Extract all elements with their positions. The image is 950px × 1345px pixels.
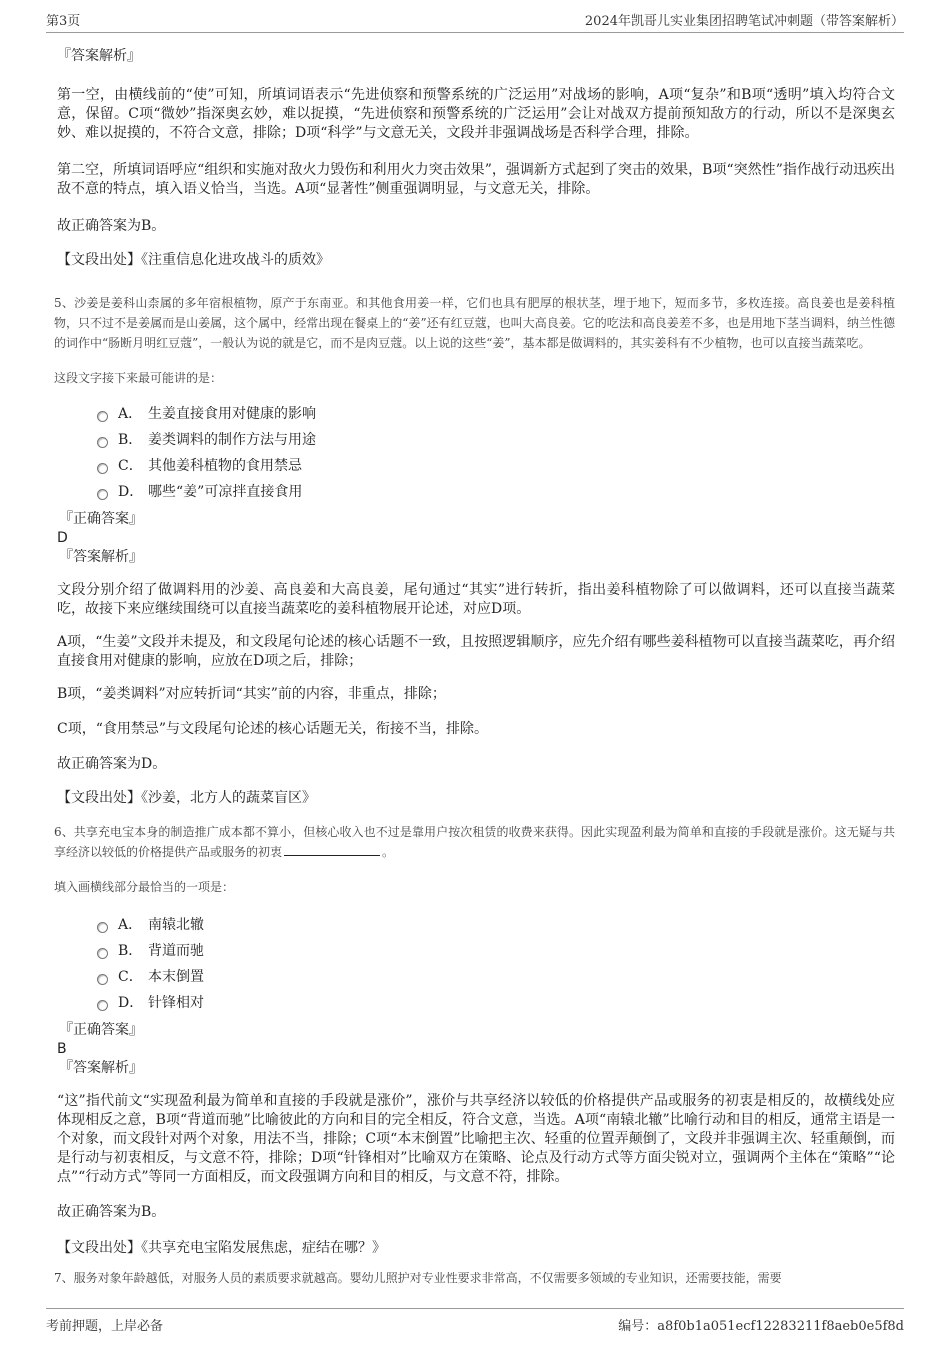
option-letter: A． (118, 917, 143, 933)
conclusion: 故正确答案为B。 (57, 218, 166, 234)
option-text: 生姜直接食用对健康的影响 (148, 406, 316, 422)
option-text: 针锋相对 (148, 995, 204, 1011)
footer-slogan: 考前押题，上岸必备 (46, 1319, 164, 1334)
radio-button-icon[interactable] (97, 948, 108, 959)
fill-in-blank (284, 843, 380, 856)
analysis-paragraph: 第一空，由横线前的“使”可知，所填词语表示“先进侦察和预警系统的广泛运用”对战场的影响，A项“复杂”和B项“透明”填入均符合文意，保留。C项“微妙”指深奥玄妙，难以捉摸，“先进侦察和预警系统的广泛运用”会让对战双方提前预知敌方的行动，所以不是深奥玄妙、难以捉摸的，不符合文意，排除；D项“科学”与文意无关，文段并非强调战场是否科学合理，排除。 (57, 87, 895, 141)
option-letter: D． (118, 484, 144, 500)
document-title: 2024年凯哥儿实业集团招聘笔试冲刺题（带答案解析） (584, 14, 904, 29)
question-6-text-after: 。 (382, 845, 395, 859)
page-header (46, 12, 904, 33)
radio-button-icon[interactable] (97, 922, 108, 933)
source-citation: 【文段出处】《沙姜，北方人的蔬菜盲区》 (57, 790, 316, 806)
option-letter: B． (118, 943, 143, 959)
document-body (54, 42, 895, 1288)
correct-answer: B (57, 1041, 67, 1057)
analysis-tag: 『答案解析』 (59, 549, 143, 565)
question-5-text: 5、沙姜是姜科山柰属的多年宿根植物，原产于东南亚。和其他食用姜一样，它们也具有肥厚的根状茎，埋于地下，短而多节，多枚连接。高良姜也是姜科植物，只不过不是姜属而是山姜属，这个属中，经常出现在餐桌上的“姜”还有红豆蔻，也叫大高良姜。它的吃法和高良姜差不多，也是用地下茎当调料，纳兰性德的词作中“肠断月明红豆蔻”，一般认为说的就是它，而不是肉豆蔻。以上说的这些“姜”，基本都是做调料的，其实姜科有不少植物，也可以直接当蔬菜吃。 (54, 296, 895, 350)
option-a[interactable] (97, 401, 895, 427)
radio-button-icon[interactable] (97, 463, 108, 474)
question-5-prompt: 这段文字接下来最可能讲的是： (54, 371, 223, 385)
option-letter: C． (118, 458, 143, 474)
option-text: 其他姜科植物的食用禁忌 (148, 458, 302, 474)
option-letter: D． (118, 995, 144, 1011)
radio-button-icon[interactable] (97, 489, 108, 500)
conclusion: 故正确答案为D。 (57, 756, 167, 772)
question-6-text (54, 822, 895, 862)
question-6-options (97, 912, 895, 1016)
analysis-paragraph: 第二空，所填词语呼应“组织和实施对敌火力毁伤和利用火力突击效果”，强调新方式起到了突击的效果，B项“突然性”指作战行动迅疾出敌不意的特点，填入语义恰当，当选。A项“显著性”侧重强调明显，与文意无关，排除。 (57, 162, 895, 197)
correct-answer-tag: 『正确答案』 (59, 1022, 143, 1038)
analysis-tag: 『答案解析』 (59, 1060, 143, 1076)
option-text: 背道而驰 (148, 943, 204, 959)
radio-button-icon[interactable] (97, 1000, 108, 1011)
page-number: 第3页 (46, 14, 81, 29)
conclusion: 故正确答案为B。 (57, 1204, 166, 1220)
analysis-paragraph: 文段分别介绍了做调料用的沙姜、高良姜和大高良姜，尾句通过“其实”进行转折，指出姜科植物除了可以做调料，还可以直接当蔬菜吃，故接下来应继续围绕可以直接当蔬菜吃的姜科植物展开论述，对应D项。 (57, 582, 895, 617)
option-c[interactable] (97, 964, 895, 990)
question-7-text: 7、服务对象年龄越低，对服务人员的素质要求就越高。婴幼儿照护对专业性要求非常高，不仅需要多领域的专业知识，还需要技能，需要 (54, 1271, 782, 1285)
option-letter: B． (118, 432, 143, 448)
radio-button-icon[interactable] (97, 974, 108, 985)
question-6-text-before: 6、共享充电宝本身的制造推广成本都不算小，但核心收入也不过是靠用户按次租赁的收费来获得。因此实现盈利最为简单和直接的手段就是涨价。这无疑与共享经济以较低的价格提供产品或服务的初衷 (54, 825, 895, 859)
analysis-paragraph: A项，“生姜”文段并未提及，和文段尾句论述的核心话题不一致，且按照逻辑顺序，应先介绍有哪些姜科植物可以直接当蔬菜吃，再介绍直接食用对健康的影响，应放在D项之后，排除； (57, 634, 895, 669)
option-letter: C． (118, 969, 143, 985)
analysis-paragraph: C项，“食用禁忌”与文段尾句论述的核心话题无关，衔接不当，排除。 (57, 721, 489, 737)
option-text: 姜类调料的制作方法与用途 (148, 432, 316, 448)
radio-button-icon[interactable] (97, 411, 108, 422)
option-text: 哪些“姜”可凉拌直接食用 (148, 484, 303, 500)
option-text: 南辕北辙 (148, 917, 204, 933)
source-citation: 【文段出处】《共享充电宝陷发展焦虑，症结在哪？》 (57, 1240, 386, 1256)
analysis-paragraph: B项，“姜类调料”对应转折词“其实”前的内容，非重点，排除； (57, 686, 446, 702)
option-d[interactable] (97, 479, 895, 505)
option-c[interactable] (97, 453, 895, 479)
correct-answer: D (57, 530, 68, 546)
option-a[interactable] (97, 912, 895, 938)
document-id: 编号：a8f0b1a051ecf12283211f8aeb0e5f8d (618, 1319, 904, 1334)
page-footer (46, 1308, 904, 1334)
radio-button-icon[interactable] (97, 437, 108, 448)
option-d[interactable] (97, 990, 895, 1016)
question-6-prompt: 填入画横线部分最恰当的一项是： (54, 880, 235, 894)
analysis-paragraph: “这”指代前文“实现盈利最为简单和直接的手段就是涨价”，涨价与共享经济以较低的价格提供产品或服务的初衷是相反的，故横线处应体现相反之意，B项“背道而驰”比喻彼此的方向和目的完全相反，符合文意，当选。A项“南辕北辙”比喻行动和目的相反，通常主语是一个对象，而文段针对两个对象，用法不当，排除；C项“本末倒置”比喻把主次、轻重的位置弄颠倒了，文段并非强调主次、轻重颠倒，而是行动与初衷相反，与文意不符，排除；D项“针锋相对”比喻双方在策略、论点及行动方式等方面尖锐对立，强调两个主体在“策略”“论点”“行动方式”等同一方面相反，而文段强调方向和目的相反，与文意不符，排除。 (57, 1093, 895, 1185)
option-letter: A． (118, 406, 143, 422)
analysis-tag: 『答案解析』 (57, 48, 141, 64)
option-b[interactable] (97, 938, 895, 964)
correct-answer-tag: 『正确答案』 (59, 511, 143, 527)
source-citation: 【文段出处】《注重信息化进攻战斗的质效》 (57, 252, 330, 268)
question-5-options (97, 401, 895, 505)
option-text: 本末倒置 (148, 969, 204, 985)
option-b[interactable] (97, 427, 895, 453)
